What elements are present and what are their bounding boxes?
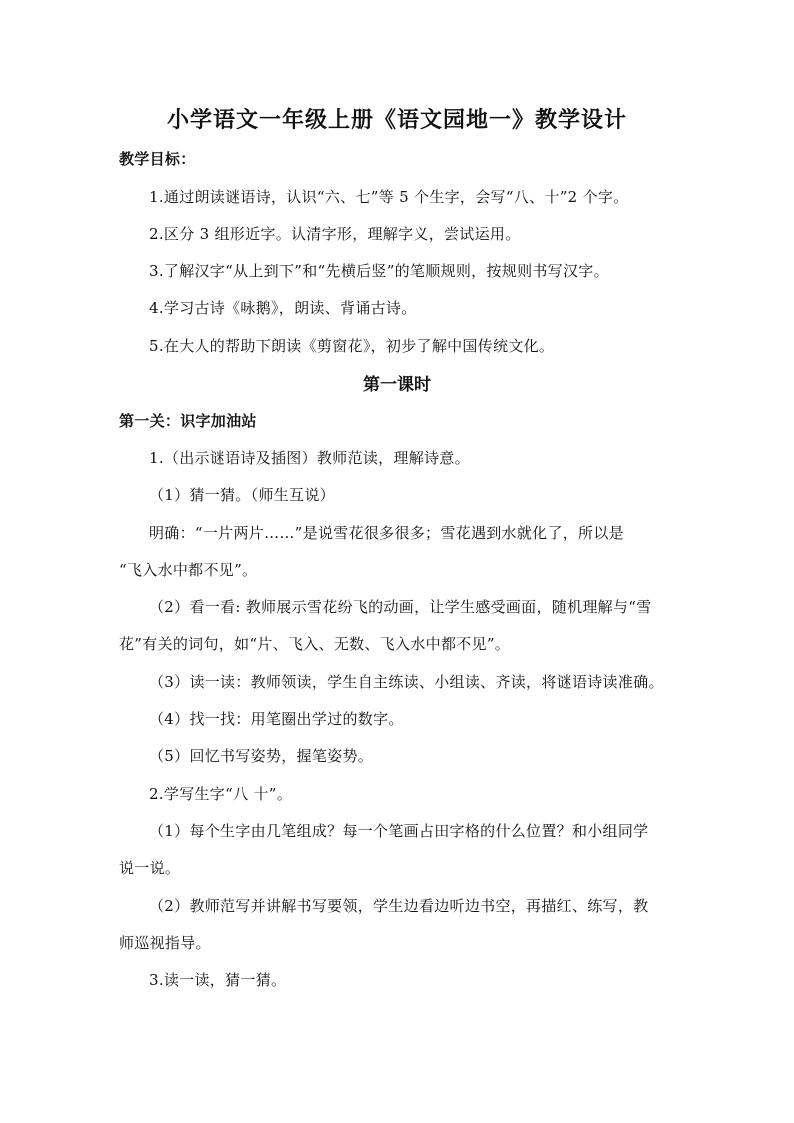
body-paragraph: （2）教师范写并讲解书写要领，学生边看边听边书空，再描红、练写，教 (149, 897, 649, 915)
body-paragraph: 2.学写生字“八 十”。 (149, 785, 293, 803)
body-paragraph: （1）每个生字由几笔组成？每一个笔画占田字格的什么位置？和小组同学 (149, 822, 649, 840)
body-paragraph: （2）看一看: 教师展示雪花纷飞的动画，让学生感受画面，随机理解与“雪 (149, 598, 652, 616)
body-paragraph: （4）找一找：用笔圈出学过的数字。 (149, 710, 404, 728)
body-paragraph-cont: 花”有关的词句，如“片、飞入、无数、飞入水中都不见”。 (119, 635, 511, 653)
objective-item: 2.区分 3 组形近字。认清字形，理解字义，尝试运用。 (149, 225, 521, 243)
body-paragraph-cont: 师巡视指导。 (119, 934, 211, 952)
body-paragraph: 3.读一读，猜一猜。 (149, 971, 287, 989)
body-paragraph: 明确：“一片两片……”是说雪花很多很多；雪花遇到水就化了，所以是 (149, 524, 624, 542)
objective-item: 4.学习古诗《咏鹅》，朗读、背诵古诗。 (149, 299, 417, 317)
pass1-heading: 第一关：识字加油站 (119, 412, 257, 430)
document-title: 小学语文一年级上册《语文园地一》教学设计 (166, 108, 627, 133)
body-paragraph: 1.（出示谜语诗及插图）教师范读，理解诗意。 (149, 449, 470, 467)
body-paragraph: （3）读一读：教师领读，学生自主练读、小组读、齐读，将谜语诗读准确。 (149, 673, 664, 691)
objective-item: 3.了解汉字“从上到下”和“先横后竖”的笔顺规则，按规则书写汉字。 (149, 262, 609, 280)
objectives-heading: 教学目标： (119, 150, 196, 168)
body-paragraph-cont: 说一说。 (119, 859, 181, 877)
objective-item: 1.通过朗读谜语诗，认识“六、七”等 5 个生字，会写“八、十”2 个字。 (149, 188, 629, 206)
body-paragraph-cont: “飞入水中都不见”。 (119, 561, 258, 579)
lesson-title: 第一课时 (363, 375, 431, 395)
body-paragraph: （5）回忆书写姿势，握笔姿势。 (149, 747, 374, 765)
body-paragraph: （1）猜一猜。（师生互说） (149, 486, 335, 504)
objective-item: 5.在大人的帮助下朗读《剪窗花》，初步了解中国传统文化。 (149, 337, 555, 355)
